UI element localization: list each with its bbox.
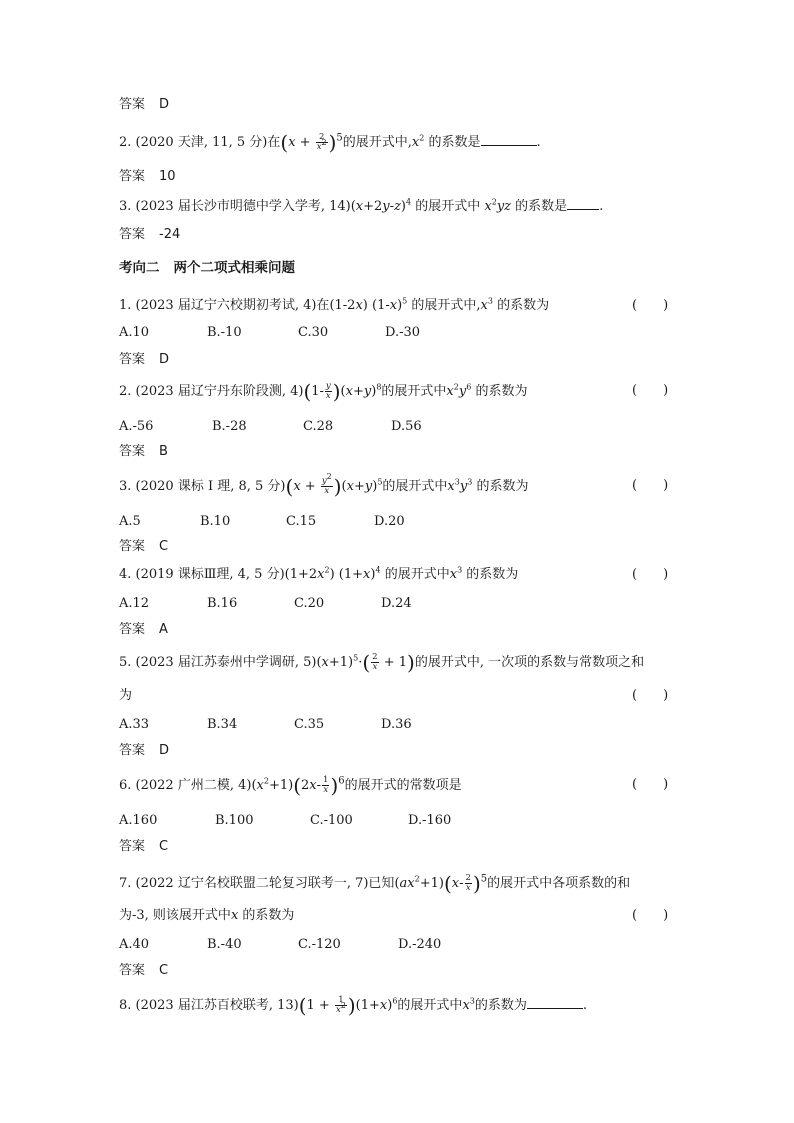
fraction: $\frac{2}{x^2}$: [316, 132, 327, 152]
choice-paren: ( ): [632, 478, 669, 493]
question-2020-tianjin: 2. (2020 天津, 11, 5 分)在(x + $\frac{2}{x^2}$ )$^5$的展开式中$,x^2$ 的系数是 .: [119, 130, 541, 155]
option-b: B.100: [215, 813, 254, 828]
option-d: D.36: [381, 717, 412, 732]
option-d: D.-240: [398, 937, 442, 952]
option-c: C.-100: [310, 813, 353, 828]
question-6: 6. (2022 广州二模, $4)(x^2+1)(2x-$ $\frac{1}{x}$ )$^6$的展开式的常数项是: [119, 773, 462, 798]
option-c: C.28: [303, 419, 334, 434]
question-3: 3. (2020 课标 Ⅰ 理, 8, 5 分)(x + $\frac{y^2}{x}$ )$(x+y)^5$的展开式中$x^3y^3$ 的系数为: [119, 472, 529, 499]
choice-paren: ( ): [632, 908, 669, 923]
section-heading: 考向二 两个二项式相乘问题: [119, 260, 295, 276]
option-c: C.35: [294, 717, 325, 732]
answer-line: 答案 -24: [119, 227, 181, 242]
question-2: 2. (2023 届辽宁丹东阶段测, 4)(1- $\frac{y}{x}$ )$(x+y)^8$的展开式中$x^2y^6$ 的系数为: [119, 379, 528, 404]
option-b: B.10: [200, 514, 231, 529]
choice-paren: ( ): [632, 777, 669, 792]
option-b: B.34: [207, 717, 238, 732]
question-5: 5. (2023 届江苏泰州中学调研, $5)(x+1)^5\cdot$( $\frac{2}{x}$ + 1)的展开式中, 一次项的系数与常数项之和: [119, 650, 645, 675]
option-a: A.-56: [119, 419, 154, 434]
option-c: C.20: [294, 596, 325, 611]
answer-label: 答案: [119, 97, 146, 112]
option-a: A.160: [119, 813, 158, 828]
option-b: B.-40: [207, 937, 242, 952]
answer-blank: [527, 1007, 583, 1009]
option-a: A.12: [119, 596, 150, 611]
option-b: B.-28: [212, 419, 247, 434]
question-2023-changsha: 3. (2023 届长沙市明德中学入学考, $14)(x+2y-z)^4$ 的展开式中 $x^2yz$ 的系数是 .: [119, 197, 604, 214]
option-a: A.10: [119, 325, 150, 340]
answer-line: [119, 96, 169, 114]
answer-line: 答案 D: [119, 743, 170, 758]
option-b: B.16: [207, 596, 238, 611]
question-prefix: 2. (2020 天津, 11, 5 分)在: [119, 135, 281, 150]
question-8: 8. (2023 届江苏百校联考, 13)(1 + $\frac{1}{x^2}$ )$(1+x)^6$的展开式中$x^3$的系数为 .: [119, 993, 588, 1018]
choice-paren: ( ): [632, 567, 669, 582]
answer-line: 答案 10: [119, 169, 176, 184]
choice-paren: ( ): [632, 688, 669, 703]
option-b: B.-10: [207, 325, 242, 340]
question-4: 4. (2019 课标Ⅲ理, 4, 5 分)$(1+2x^2)$ $(1+x)^4$ 的展开式中$x^3$ 的系数为: [119, 565, 519, 582]
answer-line: 答案 D: [119, 352, 170, 367]
option-a: A.5: [119, 514, 141, 529]
answer-line: 答案 C: [119, 963, 169, 978]
option-c: C.15: [286, 514, 317, 529]
answer-line: 答案 C: [119, 839, 169, 854]
option-c: C.30: [298, 325, 329, 340]
choice-paren: ( ): [632, 383, 669, 398]
option-c: C.-120: [298, 937, 341, 952]
option-d: D.-160: [408, 813, 452, 828]
choice-paren: ( ): [632, 298, 669, 313]
option-d: D.24: [381, 596, 412, 611]
answer-line: 答案 C: [119, 539, 169, 554]
answer-line: 答案 A: [119, 622, 168, 637]
question-7-line2: 为-3, 则该展开式中x 的系数为: [119, 908, 295, 923]
answer-line: 答案 B: [119, 444, 168, 459]
answer-value: D: [159, 97, 170, 112]
option-a: A.33: [119, 717, 150, 732]
question-7: 7. (2022 辽宁名校联盟二轮复习联考一, 7)已知$(ax^2+1)(x-$ $\frac{2}{x}$ )$^5$的展开式中各项系数的和: [119, 871, 631, 896]
question-5-line2: 为: [119, 688, 133, 703]
option-d: D.56: [391, 419, 422, 434]
answer-blank: [481, 144, 537, 146]
option-a: A.40: [119, 937, 150, 952]
question-1: 1. (2023 届辽宁六校期初考试, 4)在(1-2x) $(1-x)^5$ 的展开式中$,x^3$ 的系数为: [119, 296, 550, 313]
option-d: D.-30: [385, 325, 421, 340]
answer-blank: [567, 208, 599, 210]
option-d: D.20: [374, 514, 405, 529]
